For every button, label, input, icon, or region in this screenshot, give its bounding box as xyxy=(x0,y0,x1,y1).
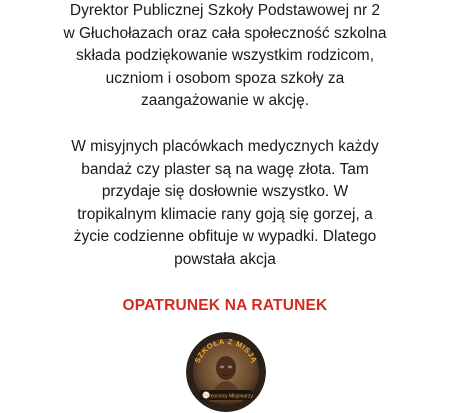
school-mission-logo xyxy=(186,332,266,412)
paragraph-line: życie codzienne obfituje w wypadki. Dlatego xyxy=(73,228,377,246)
logo-arc-text: SZKOŁA Z MISJĄ xyxy=(192,336,260,365)
paragraph-line: tropikalnym klimacie rany goją się gorzej, a xyxy=(77,205,373,223)
child-head xyxy=(216,356,236,380)
paragraph-line: w Głuchołazach oraz cała społeczność szkolna xyxy=(63,24,387,42)
paragraph-line: bandaż czy plaster są na wagę złota. Tam xyxy=(81,160,369,178)
paragraph-line: Dyrektor Publicznej Szkoły Podstawowej nr 2 xyxy=(69,2,381,19)
logo-graphic xyxy=(186,332,266,412)
paragraph-line: powstała akcja xyxy=(174,250,276,268)
paragraph-line: składa podziękowanie wszystkim rodzicom, xyxy=(75,47,375,65)
thanks-paragraph xyxy=(0,0,450,113)
campaign-paragraph xyxy=(0,136,450,272)
paragraph-line: uczniom i osobom spoza szkoły za xyxy=(105,69,345,87)
logo-banner-text: Pomocnicy Misjonarzy xyxy=(203,393,253,400)
campaign-headline: OPATRUNEK NA RATUNEK xyxy=(122,297,328,314)
paragraph-line: W misyjnych placówkach medycznych każdy xyxy=(71,138,379,155)
paragraph-line: zaangażowanie w akcję. xyxy=(140,92,310,110)
paragraph-line: przydaje się dosłownie wszystko. W xyxy=(101,183,349,201)
